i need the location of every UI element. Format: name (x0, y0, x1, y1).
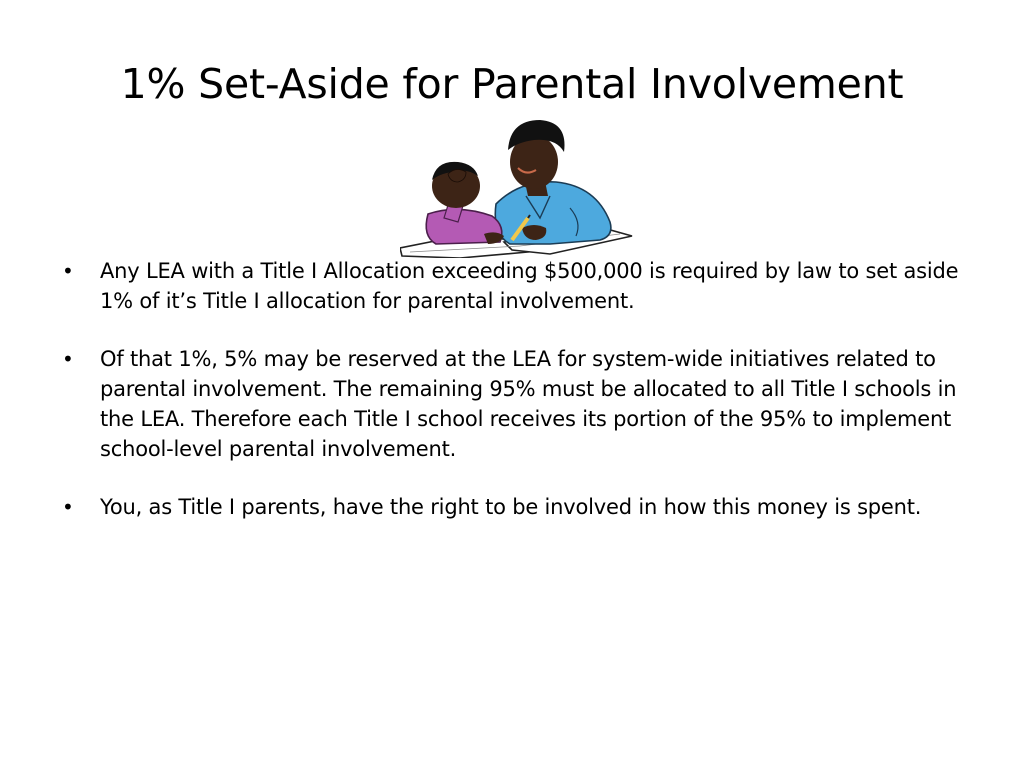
bullet-item (62, 492, 972, 522)
bullet-text: Any LEA with a Title I Allocation exceeding $500,000 is required by law to set aside 1% of it’s Title I allocation for parental involvement. (100, 259, 959, 313)
bullet-text: Of that 1%, 5% may be reserved at the LEA for system-wide initiatives related to parental involvement. The remaining 95% must be allocated to all Title I schools in the LEA. Therefore each Title I school receives its portion of the 95% to implement school-level parental involvement. (100, 347, 957, 461)
bullet-marker: • (62, 259, 74, 283)
parent-helping-child-study-illustration (400, 118, 634, 258)
bullet-marker: • (62, 495, 74, 519)
bullet-text: You, as Title I parents, have the right to be involved in how this money is spent. (100, 495, 922, 519)
bullet-marker: • (62, 347, 74, 371)
slide-title: 1% Set-Aside for Parental Involvement (120, 60, 904, 108)
bullet-item (62, 256, 972, 316)
bullet-list (62, 256, 972, 550)
bullet-item (62, 344, 972, 464)
